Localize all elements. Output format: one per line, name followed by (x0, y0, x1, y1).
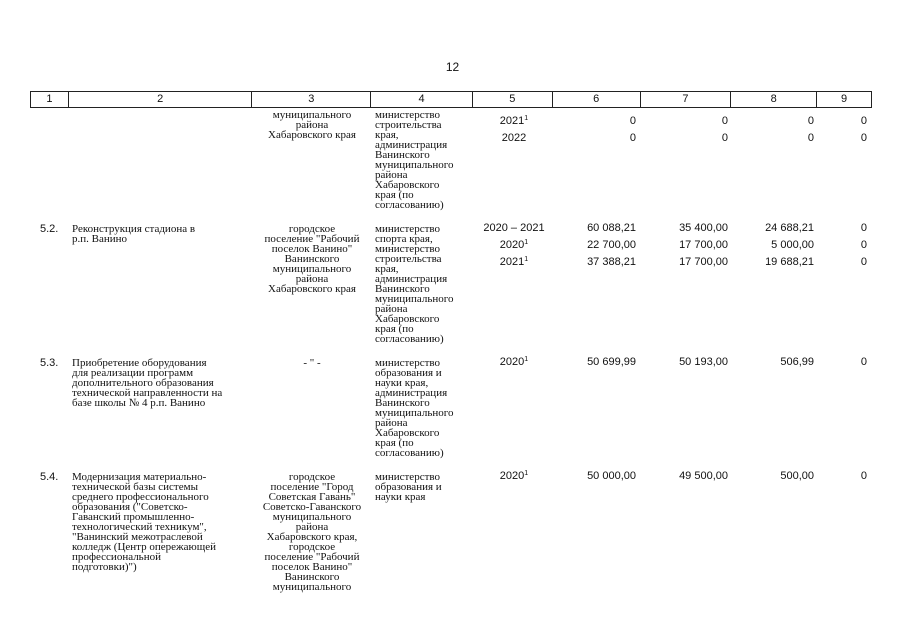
continuation-col9 (820, 115, 867, 149)
row-5-2-col8 (734, 222, 814, 273)
footnote-mark: 1 (524, 115, 529, 122)
table-cell-value: 50 193,00 (679, 356, 728, 368)
table-cell-value: 5 000,00 (771, 239, 814, 251)
row-5-2-col9 (820, 222, 867, 273)
header-col-6: 6 (553, 92, 641, 107)
row-5-3-col9 (820, 356, 867, 373)
row-5-4-executor: городское поселение "Город Советская Гавань" Советско-Гаванского муниципального района Хабаровского края, городское поселение "Рабочий поселок Ванино" Ванинского муниципального (262, 471, 362, 593)
table-cell-value: 0 (721, 115, 728, 127)
row-5-3-executor: - " - (303, 357, 321, 369)
row-5-2-title: Реконструкция стадиона в р.п. Ванино (72, 223, 196, 245)
year-value: 2020 – 2021 (483, 222, 545, 234)
table-cell-value: 50 699,99 (587, 356, 636, 368)
table-cell-value: 17 700,00 (679, 239, 728, 251)
footnote-mark: 1 (524, 256, 529, 263)
table-cell-value: 60 088,21 (587, 222, 636, 234)
row-5-3-col7 (643, 356, 728, 373)
table-cell-value: 0 (860, 222, 867, 234)
continuation-col7 (643, 115, 728, 149)
table-cell-value: 500,00 (780, 470, 814, 482)
table-cell-value: 22 700,00 (587, 239, 636, 251)
year-value: 2021$^1$ (499, 115, 529, 127)
header-col-9: 9 (841, 93, 848, 105)
continuation-responsible: министерство строительства края, администрация Ванинского муниципального района Хабаровского края (по согласованию) (375, 109, 454, 211)
continuation-years (476, 115, 552, 149)
footnote-mark: 1 (524, 239, 529, 246)
row-5-4-col7 (643, 470, 728, 487)
row-5-4-col9 (820, 470, 867, 487)
row-5-3-number: 5.3. (40, 357, 59, 369)
table-cell-value: 49 500,00 (679, 470, 728, 482)
table-cell-value: 0 (860, 239, 867, 251)
table-cell-value: 37 388,21 (587, 256, 636, 268)
table-cell-value: 19 688,21 (765, 256, 814, 268)
header-col-2: 2 (69, 92, 253, 107)
table-cell-value: 0 (807, 132, 814, 144)
table-cell-value: 0 (721, 132, 728, 144)
row-5-4-number: 5.4. (40, 471, 59, 483)
header-col-7: 7 (641, 92, 732, 107)
header-col-5: 5 (473, 92, 553, 107)
row-5-4-col6 (555, 470, 636, 487)
table-cell-value: 0 (860, 256, 867, 268)
continuation-executor: муниципального района Хабаровского края (268, 109, 356, 141)
table-cell-value: 24 688,21 (765, 222, 814, 234)
row-5-3-col8 (734, 356, 814, 373)
table-cell-value: 506,99 (780, 356, 814, 368)
row-5-4-title: Модернизация материально- технической базы системы среднего профессионального образования ("Советско- Гаванский промышленно- технологический техникум", "Ванинский межотраслевой колледж (Центр опережающей профессиональной подготовки)") (72, 471, 216, 573)
table-cell-value: 0 (860, 356, 867, 368)
row-5-4-responsible: министерство образования и науки края (375, 471, 442, 503)
table-cell-value: 0 (629, 132, 636, 144)
row-5-4-col8 (734, 470, 814, 487)
header-col-3: 3 (252, 92, 371, 107)
table-cell-value: 17 700,00 (679, 256, 728, 268)
table-cell-value: 50 000,00 (587, 470, 636, 482)
year-value: 2020$^1$ (499, 356, 529, 368)
row-5-2-responsible: министерство спорта края, министерство строительства края, администрация Ванинского муниципального района Хабаровского края (по согласованию) (375, 223, 454, 345)
table-cell-value: 0 (860, 132, 867, 144)
row-5-2-col7 (643, 222, 728, 273)
footnote-mark: 1 (524, 470, 529, 477)
table-cell-value: 0 (860, 470, 867, 482)
row-5-3-col6 (555, 356, 636, 373)
row-5-3-responsible: министерство образования и науки края, администрация Ванинского муниципального района Хабаровского края (по согласованию) (375, 357, 454, 459)
continuation-col6 (555, 115, 636, 149)
year-value: 2020$^1$ (499, 470, 529, 482)
row-5-2-executor: городское поселение "Рабочий поселок Ванино" Ванинского муниципального района Хабаровского края (264, 223, 360, 295)
header-col-8: 8 (731, 92, 817, 107)
footnote-mark: 1 (524, 356, 529, 363)
year-value: 2021$^1$ (499, 256, 529, 268)
row-5-2-number: 5.2. (40, 223, 59, 235)
row-5-2-years (476, 222, 552, 273)
table-cell-value: 0 (629, 115, 636, 127)
table-cell-value: 35 400,00 (679, 222, 728, 234)
table-cell-value: 0 (860, 115, 867, 127)
table-cell-value: 0 (807, 115, 814, 127)
row-5-4-years (476, 470, 552, 487)
page-number: 12 (445, 60, 460, 74)
header-col-1: 1 (31, 92, 69, 107)
year-value: 2022 (501, 132, 527, 144)
continuation-col8 (734, 115, 814, 149)
year-value: 2020$^1$ (499, 239, 529, 251)
row-5-2-col6 (555, 222, 636, 273)
row-5-3-title: Приобретение оборудования для реализации программ дополнительного образования технической направленности на базе школы № 4 р.п. Ванино (72, 357, 223, 409)
table-header (30, 91, 872, 108)
header-col-4: 4 (371, 92, 473, 107)
row-5-3-years (476, 356, 552, 373)
